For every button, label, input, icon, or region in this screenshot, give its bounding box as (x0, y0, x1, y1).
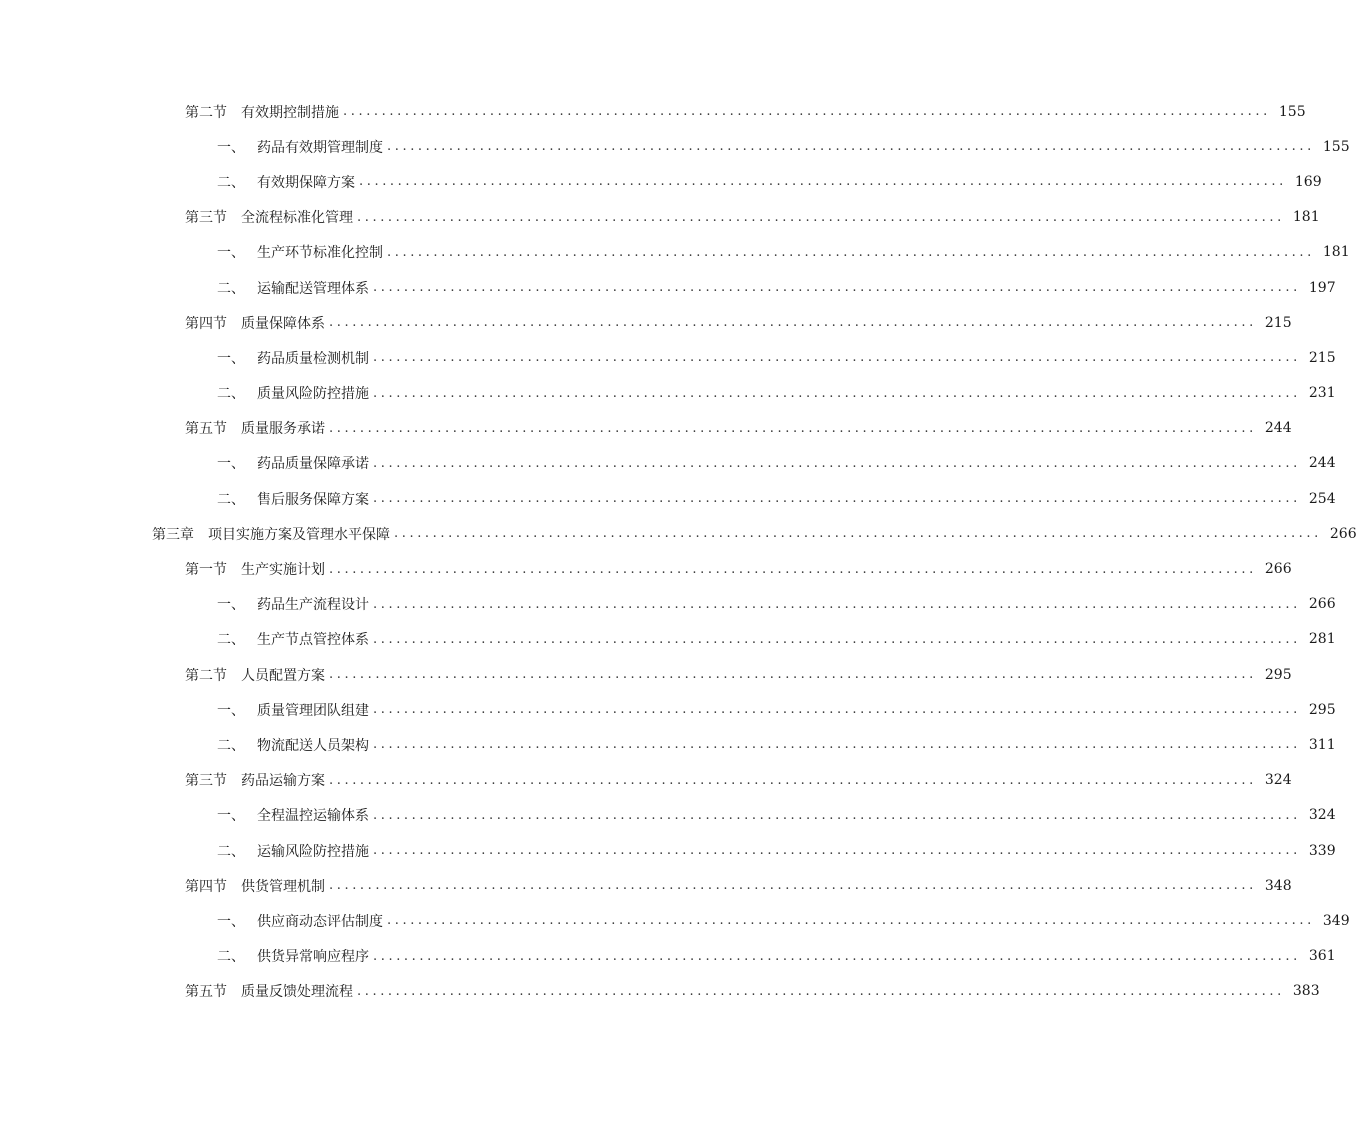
toc-entry-page-number: 231 (1308, 385, 1336, 402)
toc-entry-label (185, 418, 329, 438)
toc-entry-label (217, 700, 373, 720)
toc-entry-page-number: 311 (1308, 736, 1336, 753)
dot-leader: ........................................................................................................................ (329, 772, 1257, 788)
toc-entry-page-number: 324 (1308, 807, 1336, 824)
toc-entry[interactable] (0, 798, 1336, 833)
toc-entry-label (217, 735, 373, 755)
dot-leader: ........................................................................................................................ (373, 807, 1301, 823)
toc-entry-title: 药品有效期管理制度 (257, 139, 383, 156)
toc-entry-title: 运输风险防控措施 (257, 843, 369, 860)
toc-entry-page-number: 295 (1264, 666, 1292, 683)
dot-leader: ........................................................................................................................ (329, 315, 1257, 331)
toc-entry[interactable] (0, 305, 1292, 340)
toc-entry-label (185, 770, 329, 790)
toc-entry-number: 第二节 (185, 104, 227, 121)
dot-leader: ........................................................................................................................ (373, 702, 1301, 718)
toc-entry[interactable] (0, 340, 1336, 375)
toc-entry-label (217, 841, 373, 861)
toc-entry[interactable] (0, 270, 1336, 305)
toc-entry-page-number: 348 (1264, 877, 1292, 894)
toc-entry-page-number: 266 (1329, 525, 1357, 542)
toc-entry-number: 第三节 (185, 210, 227, 227)
toc-entry-number: 二、 (217, 174, 245, 191)
dot-leader: ........................................................................................................................ (343, 104, 1271, 120)
dot-leader: ........................................................................................................................ (329, 667, 1257, 683)
toc-entry-title: 质量风险防控措施 (257, 386, 369, 403)
toc-entry-label (217, 278, 373, 298)
toc-entry[interactable] (0, 551, 1292, 586)
toc-entry[interactable] (0, 129, 1350, 164)
toc-entry-label (217, 911, 387, 931)
toc-entry[interactable] (0, 94, 1306, 129)
toc-entry-page-number: 281 (1308, 631, 1336, 648)
toc-entry-number: 一、 (217, 808, 245, 825)
toc-entry[interactable] (0, 376, 1336, 411)
toc-entry-title: 质量管理团队组建 (257, 702, 369, 719)
toc-entry[interactable] (0, 939, 1336, 974)
dot-leader: ........................................................................................................................ (394, 526, 1322, 542)
toc-entry-page-number: 197 (1308, 279, 1336, 296)
toc-entry[interactable] (0, 516, 1357, 551)
toc-entry-number: 第二节 (185, 667, 227, 684)
toc-entry-page-number: 266 (1264, 561, 1292, 578)
toc-entry-number: 二、 (217, 280, 245, 297)
dot-leader: ........................................................................................................................ (373, 280, 1301, 296)
toc-entry-title: 物流配送人员架构 (257, 737, 369, 754)
dot-leader: ........................................................................................................................ (373, 455, 1301, 471)
toc-entry-number: 一、 (217, 456, 245, 473)
toc-entry[interactable] (0, 235, 1350, 270)
toc-entry-label (152, 524, 394, 544)
toc-entry-number: 二、 (217, 737, 245, 754)
dot-leader: ........................................................................................................................ (373, 350, 1301, 366)
table-of-contents (0, 94, 1357, 1009)
toc-entry-number: 一、 (217, 702, 245, 719)
toc-entry-title: 全程温控运输体系 (257, 808, 369, 825)
toc-entry-page-number: 181 (1292, 209, 1320, 226)
toc-entry-number: 第一节 (185, 562, 227, 579)
toc-entry-page-number: 244 (1308, 455, 1336, 472)
toc-entry-number: 第三章 (152, 526, 194, 543)
toc-entry-label (217, 805, 373, 825)
toc-entry-label (217, 453, 373, 473)
toc-entry-number: 第五节 (185, 421, 227, 438)
dot-leader: ........................................................................................................................ (373, 737, 1301, 753)
dot-leader: ........................................................................................................................ (373, 385, 1301, 401)
toc-entry-page-number: 155 (1322, 138, 1350, 155)
dot-leader: ........................................................................................................................ (329, 420, 1257, 436)
dot-leader: ........................................................................................................................ (357, 209, 1285, 225)
toc-entry-label (185, 102, 343, 122)
toc-entry-title: 质量服务承诺 (241, 421, 325, 438)
toc-entry-number: 第四节 (185, 315, 227, 332)
toc-entry[interactable] (0, 622, 1336, 657)
dot-leader: ........................................................................................................................ (373, 631, 1301, 647)
toc-entry-title: 项目实施方案及管理水平保障 (208, 526, 390, 543)
toc-entry[interactable] (0, 446, 1336, 481)
toc-entry-title: 质量反馈处理流程 (241, 984, 353, 1001)
toc-entry-title: 生产实施计划 (241, 562, 325, 579)
toc-entry-title: 供应商动态评估制度 (257, 913, 383, 930)
toc-entry-page-number: 266 (1308, 596, 1336, 613)
toc-entry-page-number: 244 (1264, 420, 1292, 437)
toc-entry[interactable] (0, 411, 1292, 446)
toc-entry-title: 有效期保障方案 (257, 174, 355, 191)
dot-leader: ........................................................................................................................ (373, 491, 1301, 507)
toc-entry-title: 售后服务保障方案 (257, 491, 369, 508)
toc-entry-page-number: 295 (1308, 701, 1336, 718)
dot-leader: ........................................................................................................................ (373, 843, 1301, 859)
toc-entry-page-number: 155 (1278, 103, 1306, 120)
toc-entry-label (217, 172, 359, 192)
toc-entry-title: 生产节点管控体系 (257, 632, 369, 649)
dot-leader: ........................................................................................................................ (387, 913, 1315, 929)
toc-entry[interactable] (0, 587, 1336, 622)
toc-entry-label (185, 559, 329, 579)
toc-entry-title: 全流程标准化管理 (241, 210, 353, 227)
dot-leader: ........................................................................................................................ (329, 878, 1257, 894)
toc-entry[interactable] (0, 763, 1292, 798)
toc-entry[interactable] (0, 200, 1320, 235)
toc-entry-page-number: 181 (1322, 244, 1350, 261)
toc-entry[interactable] (0, 727, 1336, 762)
toc-entry-page-number: 361 (1308, 948, 1336, 965)
dot-leader: ........................................................................................................................ (357, 983, 1285, 999)
toc-entry-label (217, 242, 387, 262)
toc-entry-number: 一、 (217, 913, 245, 930)
toc-entry[interactable] (0, 692, 1336, 727)
toc-entry-label (217, 137, 387, 157)
toc-entry[interactable] (0, 974, 1320, 1009)
toc-entry-number: 第四节 (185, 878, 227, 895)
toc-entry-label (217, 629, 373, 649)
toc-entry-label (185, 876, 329, 896)
toc-entry-label (217, 946, 373, 966)
toc-entry[interactable] (0, 164, 1322, 199)
dot-leader: ........................................................................................................................ (373, 596, 1301, 612)
toc-entry-title: 药品运输方案 (241, 773, 325, 790)
toc-entry-label (185, 207, 357, 227)
toc-entry-number: 二、 (217, 386, 245, 403)
toc-entry[interactable] (0, 481, 1336, 516)
toc-entry-label (185, 981, 357, 1001)
toc-entry-title: 运输配送管理体系 (257, 280, 369, 297)
toc-entry-label (185, 665, 329, 685)
toc-entry-title: 人员配置方案 (241, 667, 325, 684)
toc-entry-number: 一、 (217, 350, 245, 367)
toc-entry-title: 药品生产流程设计 (257, 597, 369, 614)
toc-entry-number: 第三节 (185, 773, 227, 790)
toc-entry[interactable] (0, 657, 1292, 692)
toc-entry-page-number: 169 (1294, 173, 1322, 190)
toc-entry-title: 质量保障体系 (241, 315, 325, 332)
toc-entry-title: 药品质量检测机制 (257, 350, 369, 367)
toc-entry-page-number: 215 (1264, 314, 1292, 331)
toc-entry-number: 一、 (217, 597, 245, 614)
toc-entry-label (217, 594, 373, 614)
toc-entry-number: 二、 (217, 949, 245, 966)
toc-entry[interactable] (0, 868, 1292, 903)
toc-entry-title: 药品质量保障承诺 (257, 456, 369, 473)
toc-entry-page-number: 339 (1308, 842, 1336, 859)
toc-entry-label (217, 489, 373, 509)
dot-leader: ........................................................................................................................ (387, 139, 1315, 155)
dot-leader: ........................................................................................................................ (387, 244, 1315, 260)
toc-entry-number: 二、 (217, 491, 245, 508)
toc-entry-title: 有效期控制措施 (241, 104, 339, 121)
toc-entry-label (217, 348, 373, 368)
toc-entry[interactable] (0, 833, 1336, 868)
toc-entry-number: 二、 (217, 632, 245, 649)
toc-entry-label (217, 383, 373, 403)
dot-leader: ........................................................................................................................ (373, 948, 1301, 964)
toc-entry-number: 第五节 (185, 984, 227, 1001)
toc-entry-page-number: 254 (1308, 490, 1336, 507)
dot-leader: ........................................................................................................................ (329, 561, 1257, 577)
dot-leader: ........................................................................................................................ (359, 174, 1287, 190)
toc-entry-title: 供货异常响应程序 (257, 949, 369, 966)
toc-entry-title: 供货管理机制 (241, 878, 325, 895)
toc-entry-page-number: 215 (1308, 349, 1336, 366)
toc-entry[interactable] (0, 903, 1350, 938)
toc-entry-page-number: 349 (1322, 912, 1350, 929)
toc-entry-label (185, 313, 329, 333)
toc-entry-number: 一、 (217, 139, 245, 156)
toc-entry-page-number: 324 (1264, 772, 1292, 789)
toc-entry-page-number: 383 (1292, 983, 1320, 1000)
toc-entry-title: 生产环节标准化控制 (257, 245, 383, 262)
toc-entry-number: 二、 (217, 843, 245, 860)
toc-entry-number: 一、 (217, 245, 245, 262)
